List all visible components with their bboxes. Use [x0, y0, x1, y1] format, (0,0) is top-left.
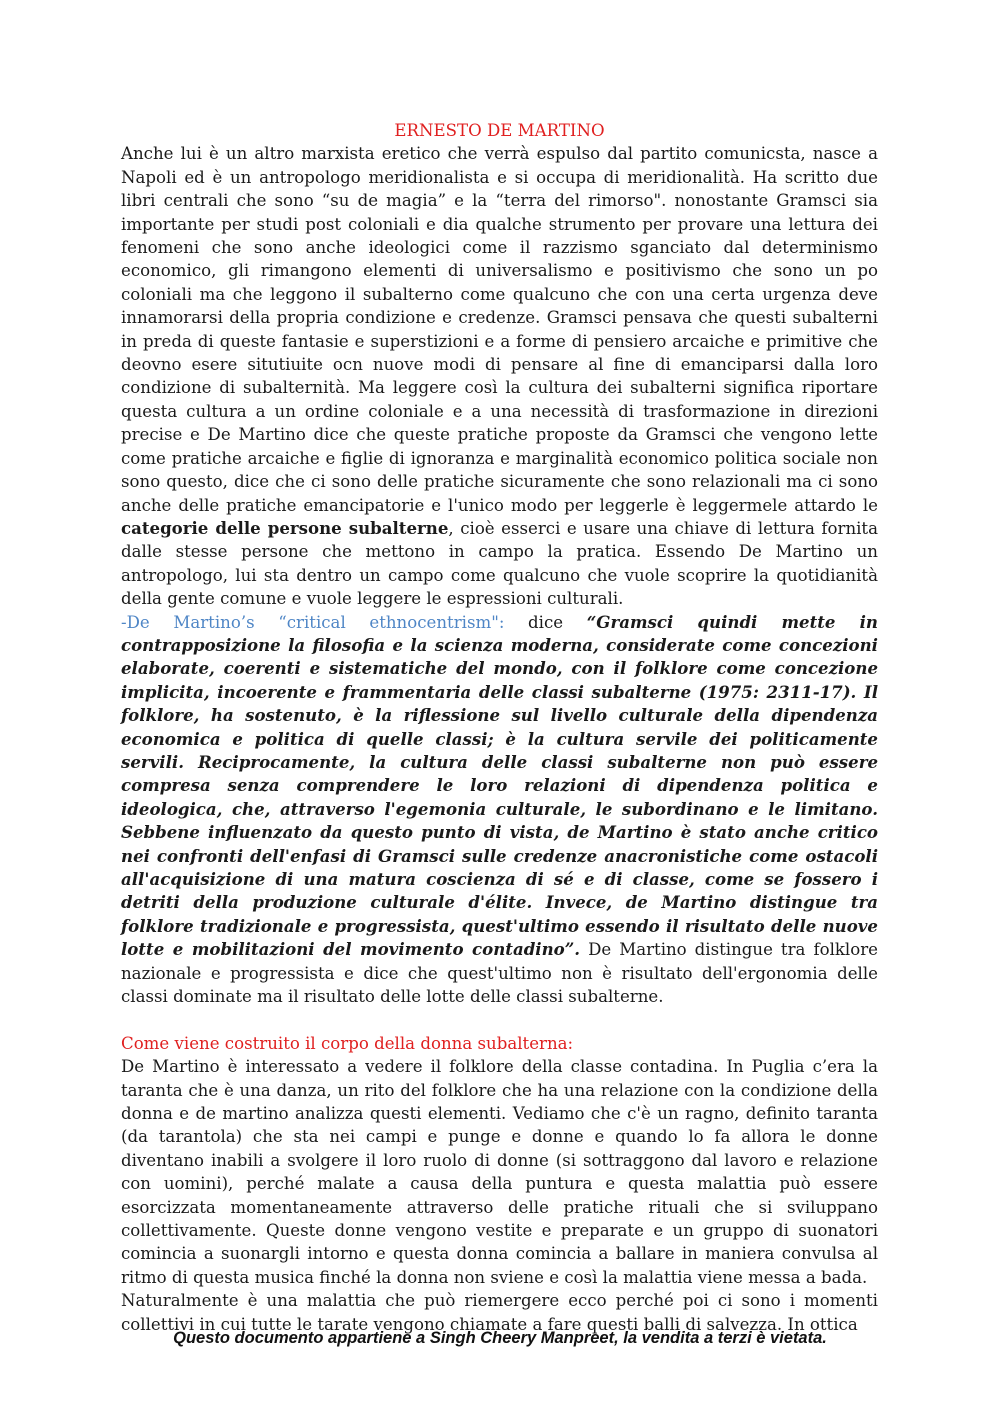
spacer — [121, 1008, 878, 1031]
footer-notice: Questo documento appartiene a Singh Cheery Manpreet, la vendita a terzi è vietata. — [173, 1329, 827, 1347]
page-title: ERNESTO DE MARTINO — [394, 121, 605, 140]
document-body — [121, 119, 878, 1336]
paragraph-continuation: Naturalmente è una malattia che può riemergere ecco perché poi ci sono i momenti collettivi in cui tutte le tarate vengono chiamate a fare questi balli di salvezza. In ottica — [121, 1291, 878, 1334]
paragraph-text: , cioè esserci e usare una chiave di lettura fornita dalle stesse persone che mettono in campo la pratica. Essendo De Martino un antropologo, lui sta dentro un campo come qualcuno che vuole scoprire la quotidianità della gente comune e vuole leggere le espressioni culturali. — [121, 518, 878, 609]
section-heading: Come viene costruito il corpo della donna subalterna: — [121, 1033, 574, 1053]
paragraph-text: Anche lui è un altro marxista eretico che verrà espulso dal partito comunicsta, nasce a Napoli ed è un antropologo meridionalista e si occupa di meridionalità. Ha scritto due libri centrali che sono “su de magia” e la “terra del rimorso". nonostante Gramsci sia importante per studi post coloniali e dia qualche strumento per provare una lettura dei fenomeni che sono anche ideologici come il razzismo sganciato dal determinismo economico, gli rimangono elementi di universalismo e positivismo che sono un po coloniali ma che leggono il subalterno come qualcuno che con una certa urgenza deve innamorarsi della propria condizione e credenze. Gramsci pensava che questi subalterni in preda di queste fantasie e superstizioni e a forme di pensiero arcaiche e primitive che deovno esere situtiuite ocn nuove modi di pensare al fine di emanciparsi dalla loro condizione di subalternità. Ma leggere così la cultura dei subalterni significa riportare questa cultura a un ordine coloniale e a una necessità di trasformazione in direzioni precise e De Martino dice che queste pratiche proposte da Gramsci che vengono lette come pratiche arcaiche e figlie di ignoranza e marginalità economico politica sociale non sono questo, dice che ci sono delle pratiche sicuramente che sono relazionali ma ci sono anche delle pratiche emancipatorie e l'unico modo per leggerle è leggermele attardo le — [121, 144, 878, 515]
bold-term: categorie delle persone subalterne — [121, 517, 449, 538]
paragraph-text: De Martino distingue tra folklore nazionale e progressista e dice che quest'ultimo non è risultato dell'ergonomia delle classi dominate ma il risultato delle lotte delle classi subalterne. — [121, 940, 878, 1007]
paragraph-taranta: De Martino è interessato a vedere il folklore della classe contadina. In Puglia c’era la taranta che è una danza, un rito del folklore che ha una relazione con la condizione della donna e de martino analizza questi elementi. Vediamo che c'è un ragno, definito taranta (da tarantola) che sta nei campi e punge e donne e quando lo fa allora le donne diventano inabili a svolgere il loro ruolo di donne (si sottraggono dal lavoro e relazione con uomini), perché malate a causa della puntura e questa malattia può essere esorcizzata momentaneamente attraverso delle pratiche rituali che si sviluppano collettivamente. Queste donne vengono vestite e preparate e un gruppo di suonatori comincia a suonargli intorno e questa donna comincia a ballare in maniera convulsa al ritmo di questa musica finché la donna non sviene e così la malattia viene messa a bada. — [121, 1057, 878, 1287]
paragraph-intro — [121, 142, 878, 610]
block-quote: “Gramsci quindi mette in contrapposizione la filosofia e la scienza moderna, considerate come concezioni elaborate, coerenti e sistematiche del mondo, con il folklore come concezione implicita, incoerente e frammentaria delle classi subalterne (1975: 2311-17). Il folklore, ha sostenuto, è la riflessione sul livello culturale della dipendenza economica e politica di quelle classi; è la cultura servile dei politicamente servili. Reciprocamente, la cultura delle classi subalterne non può essere compresa senza comprendere le loro relazioni di dipendenza politica e ideologica, che, attraverso l'egemonia culturale, le subordinano e le limitano. Sebbene influenzato da questo punto di vista, de Martino è stato anche critico nei confronti dell'enfasi di Gramsci sulle credenze anacronistiche come ostacoli all'acquisizione di una matura coscienza di sé e di classe, come se fossero i detriti della produzione culturale d'élite. Invece, de Martino distingue tra folklore tradizionale e progressista, quest'ultimo essendo il risultato delle nuove lotte e mobilitazioni del movimento contadino”. — [121, 611, 878, 960]
paragraph-text: dice — [504, 612, 587, 632]
subheading: -De Martino’s “critical ethnocentrism": — [121, 612, 505, 632]
paragraph-critical-ethnocentrism — [121, 611, 878, 1009]
